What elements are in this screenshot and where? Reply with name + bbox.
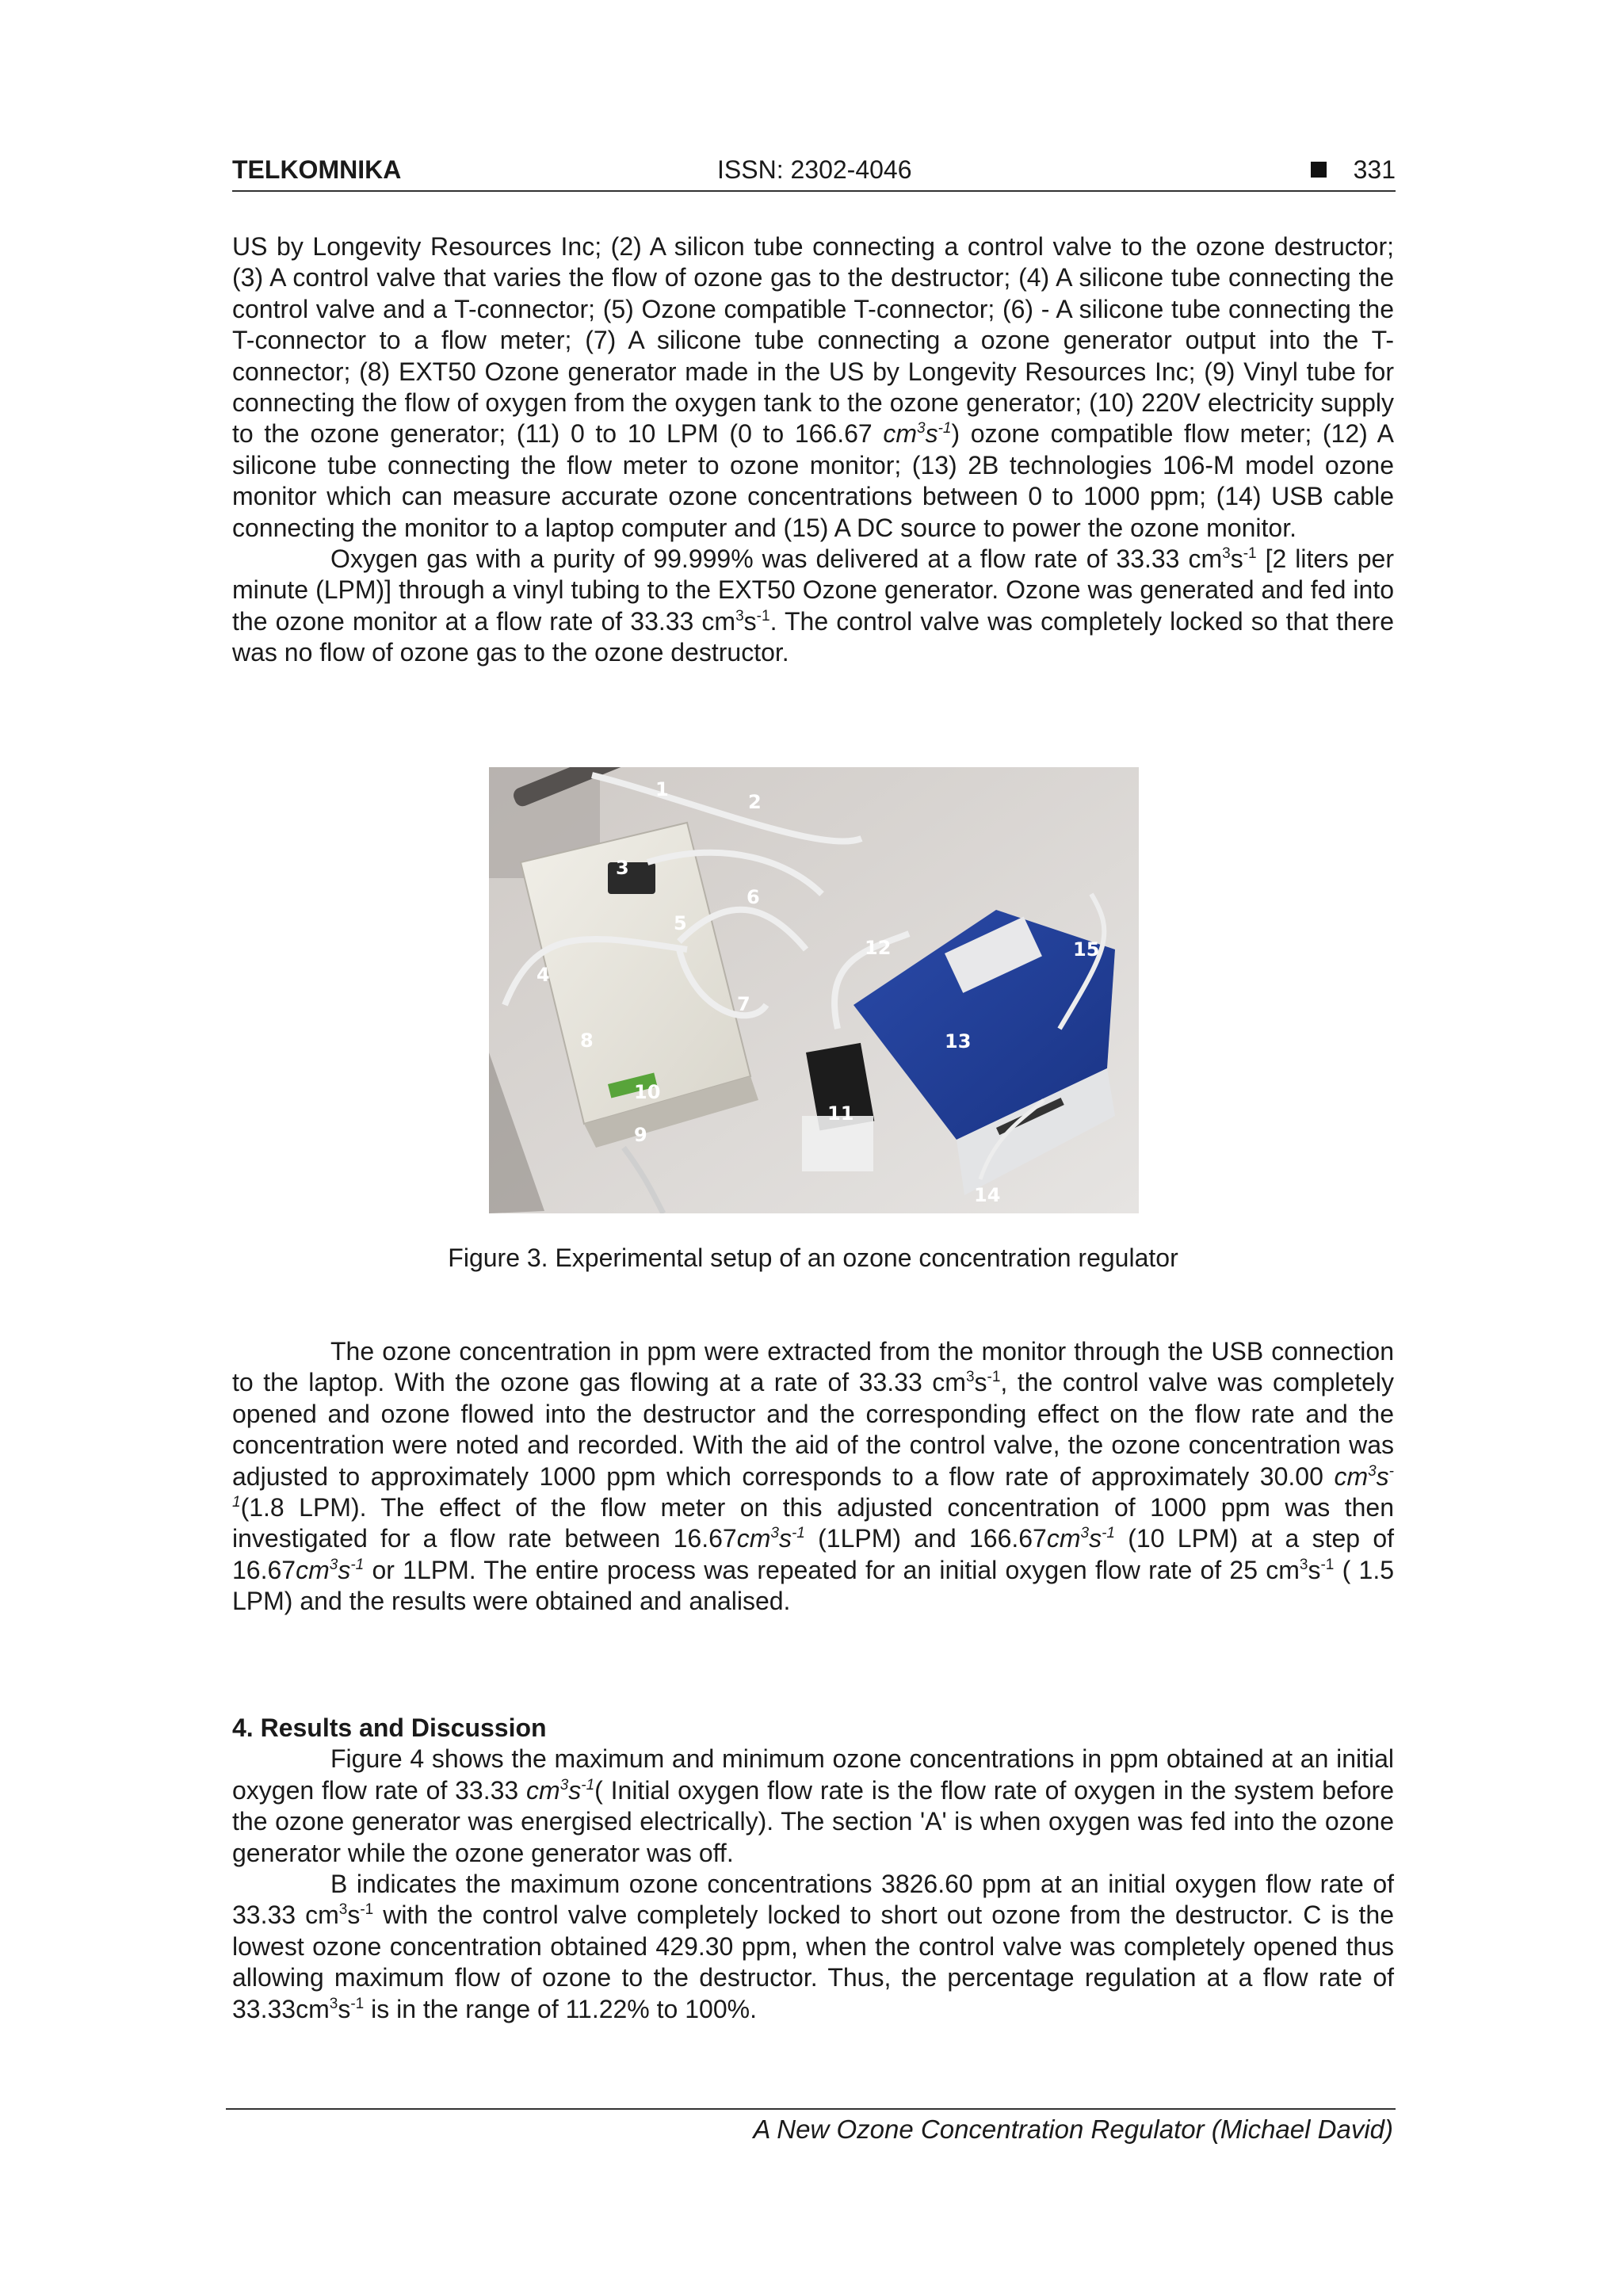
footer-rule — [226, 2108, 1396, 2110]
figure-label: 6 — [747, 886, 760, 908]
figure-label: 4 — [537, 964, 550, 986]
body-text-middle — [232, 1336, 1394, 1618]
paragraph-ozone-concentration: The ozone concentration in ppm were extracted from the monitor through the USB connection to the laptop. With the ozone gas flowing at a rate of 33.33 $cm^3s^{-1}$, the control valve was completely opened and ozone flowed into the destructor and the corresponding effect on the flow rate and the concentration were noted and recorded. With the aid of the control valve, the ozone concentration was adjusted to approximately 1000 ppm which corresponds to a flow rate of approximately 30.00 $cm^3s^{-1}(1.8$ LPM). The effect of the flow meter on this adjusted concentration of 1000 ppm was then investigated for a flow rate between $16.67cm^3s^{-1}$ (1LPM) and $166.67cm^3s^{-1}$ (10 LPM) at a step of $16.67cm^3s^{-1}$ or 1LPM. The entire process was repeated for an initial oxygen flow rate of 25 $cm^3s^{-1}$ ( 1.5 LPM) and the results were obtained and analised. — [232, 1337, 1395, 1616]
journal-name: TELKOMNIKA — [232, 155, 402, 184]
figure-label: 7 — [737, 993, 750, 1015]
figure-label: 2 — [748, 791, 762, 813]
section-heading: 4. Results and Discussion — [232, 1713, 547, 1742]
figure-caption: Figure 3. Experimental setup of an ozone concentration regulator — [448, 1244, 1178, 1272]
figure-label: 11 — [827, 1102, 854, 1125]
figure-label: 8 — [580, 1030, 594, 1052]
text-run: ) ozone compatible flow meter; (12) A silicone tube connecting the flow meter to ozone monitor; (13) 2B technologies 106-M model ozone monitor which can measure accurate ozone concentrations between 0 to 1000 ppm; (14) USB cable connecting the monitor to a laptop computer and (15) A DC source to power the ozone monitor. — [232, 419, 1394, 542]
figure-label: 15 — [1073, 938, 1100, 961]
square-bullet-icon — [1311, 162, 1327, 178]
figure-label: 14 — [974, 1184, 1001, 1206]
paragraph-oxygen-gas: Oxygen gas with a purity of 99.999% was delivered at a flow rate of 33.33 $cm^3s^{-1}$ [2 liters per minute (LPM)] through a vinyl tubing to the EXT50 Ozone generator. Ozone was generated and fed into the ozone monitor at a flow rate of 33.33 $cm^3s^{-1}$. The control valve was completely locked so that there was no flow of ozone gas to the ozone destructor. — [232, 544, 1395, 667]
figure-label: 9 — [634, 1124, 647, 1146]
body-text-top — [232, 231, 1394, 669]
paragraph-component-list — [232, 231, 1394, 544]
page-number-block — [1311, 155, 1396, 185]
issn: ISSN: 2302-4046 — [717, 155, 912, 184]
paragraph-b-indicates: B indicates the maximum ozone concentrations 3826.60 ppm at an initial oxygen flow rate of 33.33 $cm^3s^{-1}$ with the control valve completely locked to short out ozone from the destructor. C is the lowest ozone concentration obtained 429.30 ppm, when the control valve was completely opened thus allowing maximum flow of ozone to the destructor. Thus, the percentage regulation at a flow rate of $33.33cm^3s^{-1}$ is in the range of 11.22% to 100%. — [232, 1870, 1395, 2023]
figure-3-photo — [489, 767, 1139, 1213]
figure-label: 10 — [634, 1081, 661, 1103]
unit-cm3s-1: $cm^3s^{-1}$ — [883, 419, 952, 449]
figure-label: 1 — [655, 778, 669, 800]
running-footer: A New Ozone Concentration Regulator (Michael David) — [753, 2115, 1393, 2144]
experimental-setup-photo — [489, 767, 1139, 1213]
figure-label: 3 — [616, 857, 629, 879]
figure-label: 13 — [945, 1030, 972, 1052]
text-run: US by Longevity Resources Inc; (2) A silicon tube connecting a control valve to the ozone destructor; (3) A control valve that varies the flow of ozone gas to the destructor; (4) A silicone tube connecting the control valve and a T-connector; (5) Ozone compatible T-connector; (6) - A silicone tube connecting the T-connector to a flow meter; (7) A silicone tube connecting a ozone generator output into the T-connector; (8) EXT50 Ozone generator made in the US by Longevity Resources Inc; (9) Vinyl tube for connecting the flow of oxygen from the oxygen tank to the ozone generator; (10) 220V electricity supply to the ozone generator; (11) 0 to 10 LPM (0 to 166.67 — [232, 232, 1394, 449]
page-number: 331 — [1353, 155, 1396, 184]
figure-label: 5 — [674, 912, 687, 934]
body-text-results — [232, 1713, 1394, 2025]
page-header — [232, 151, 1396, 192]
figure-label: 12 — [865, 937, 892, 959]
paragraph-figure4: Figure 4 shows the maximum and minimum ozone concentrations in ppm obtained at an initial oxygen flow rate of 33.33 $cm^3s^{-1}$( Initial oxygen flow rate is the flow rate of oxygen in the system before the ozone generator was energised electrically). The section 'A' is when oxygen was fed into the ozone generator while the ozone generator was off. — [232, 1744, 1395, 1867]
